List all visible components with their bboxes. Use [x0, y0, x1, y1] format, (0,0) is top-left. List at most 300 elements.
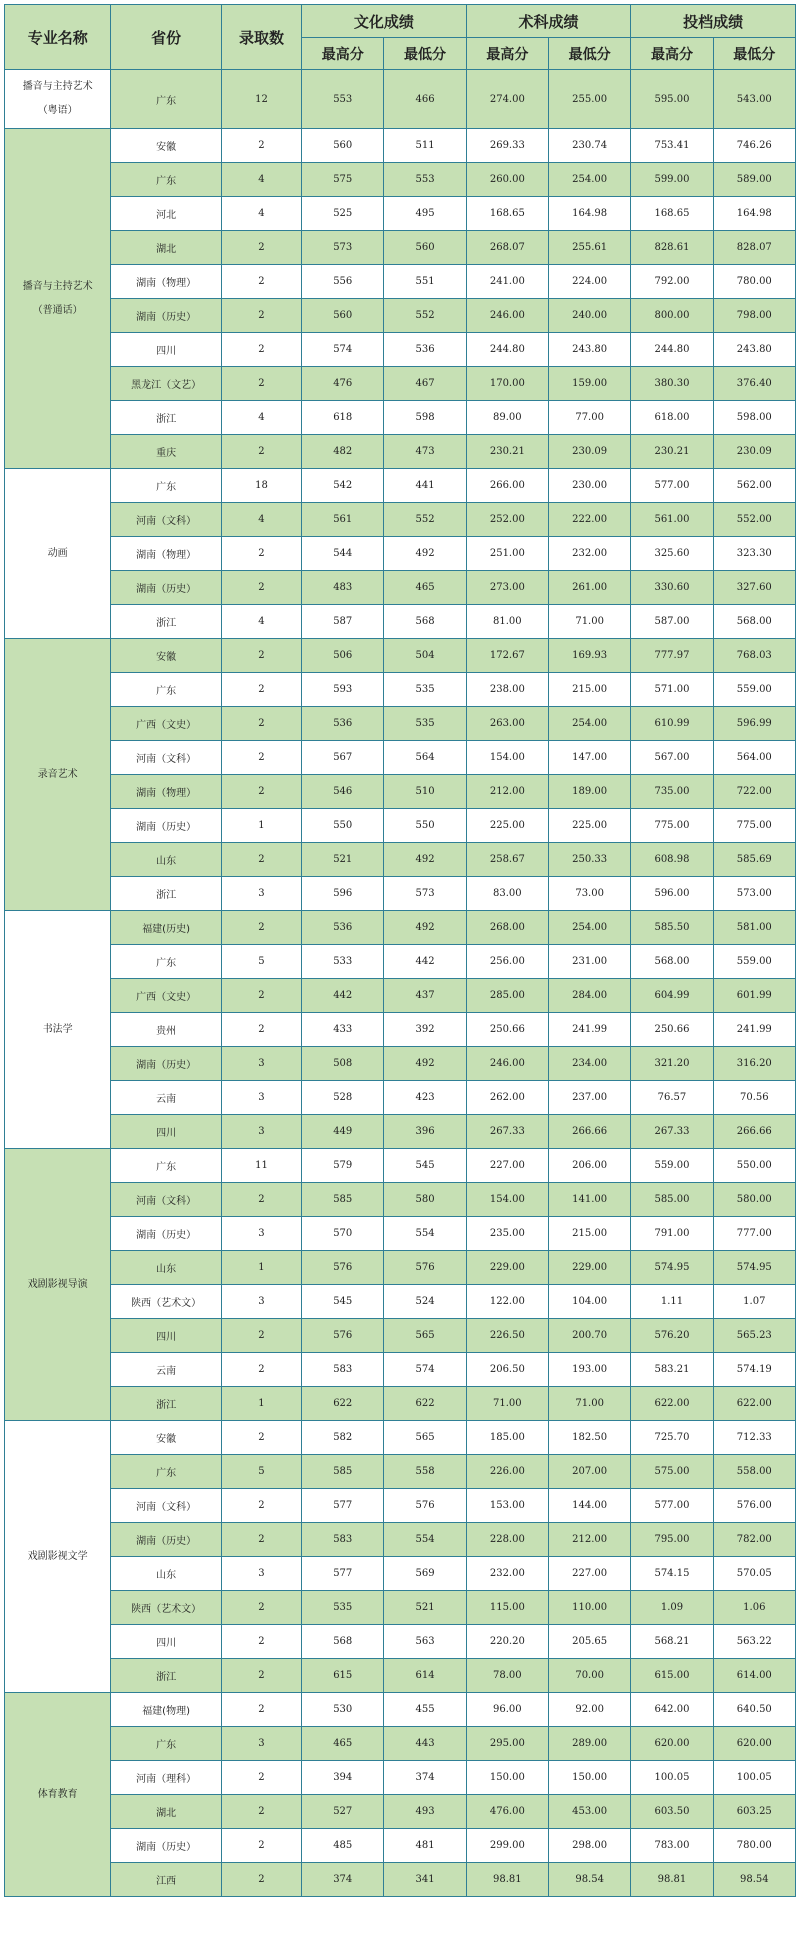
- table-row: [5, 945, 796, 979]
- table-row: [5, 639, 796, 673]
- arts-min-cell: 232.00: [549, 537, 631, 571]
- culture-min-cell: 341: [384, 1863, 466, 1897]
- arts-max-cell: 154.00: [466, 741, 548, 775]
- admitted-count-cell: 2: [221, 775, 301, 809]
- province-cell: 湖南（历史）: [111, 1217, 221, 1251]
- culture-max-cell: 506: [302, 639, 384, 673]
- culture-max-cell: 622: [302, 1387, 384, 1421]
- filing-min-cell: 640.50: [713, 1693, 795, 1727]
- major-name-line: 戏剧影视导演: [27, 1278, 88, 1290]
- table-row: [5, 673, 796, 707]
- culture-max-cell: 582: [302, 1421, 384, 1455]
- arts-min-cell: 207.00: [549, 1455, 631, 1489]
- filing-max-cell: 622.00: [631, 1387, 713, 1421]
- filing-max-cell: 587.00: [631, 605, 713, 639]
- filing-max-cell: 783.00: [631, 1829, 713, 1863]
- province-cell: 四川: [111, 333, 221, 367]
- admitted-count-cell: 3: [221, 1217, 301, 1251]
- arts-min-cell: 250.33: [549, 843, 631, 877]
- header-major: 专业名称: [5, 5, 111, 70]
- culture-min-cell: 392: [384, 1013, 466, 1047]
- table-row: [5, 1081, 796, 1115]
- filing-min-cell: 70.56: [713, 1081, 795, 1115]
- arts-max-cell: 81.00: [466, 605, 548, 639]
- admitted-count-cell: 2: [221, 639, 301, 673]
- filing-min-cell: 559.00: [713, 945, 795, 979]
- admitted-count-cell: 2: [221, 673, 301, 707]
- admitted-count-cell: 2: [221, 265, 301, 299]
- arts-max-cell: 212.00: [466, 775, 548, 809]
- admitted-count-cell: 3: [221, 1285, 301, 1319]
- culture-max-cell: 394: [302, 1761, 384, 1795]
- filing-min-cell: 550.00: [713, 1149, 795, 1183]
- province-cell: 河南（文科）: [111, 1183, 221, 1217]
- arts-min-cell: 193.00: [549, 1353, 631, 1387]
- admitted-count-cell: 2: [221, 1353, 301, 1387]
- culture-min-cell: 576: [384, 1489, 466, 1523]
- culture-max-cell: 465: [302, 1727, 384, 1761]
- header-province: 省份: [111, 5, 221, 70]
- culture-max-cell: 530: [302, 1693, 384, 1727]
- arts-min-cell: 255.00: [549, 70, 631, 129]
- arts-min-cell: 266.66: [549, 1115, 631, 1149]
- admitted-count-cell: 2: [221, 1013, 301, 1047]
- province-cell: 河南（理科）: [111, 1761, 221, 1795]
- province-cell: 黑龙江（文艺）: [111, 367, 221, 401]
- arts-min-cell: 104.00: [549, 1285, 631, 1319]
- table-row: [5, 1761, 796, 1795]
- culture-min-cell: 552: [384, 299, 466, 333]
- filing-min-cell: 241.99: [713, 1013, 795, 1047]
- province-cell: 四川: [111, 1625, 221, 1659]
- culture-max-cell: 449: [302, 1115, 384, 1149]
- arts-min-cell: 70.00: [549, 1659, 631, 1693]
- province-cell: 湖北: [111, 1795, 221, 1829]
- header-row-top: [5, 5, 796, 38]
- province-cell: 河南（文科）: [111, 503, 221, 537]
- arts-min-cell: 200.70: [549, 1319, 631, 1353]
- culture-max-cell: 587: [302, 605, 384, 639]
- filing-min-cell: 543.00: [713, 70, 795, 129]
- arts-min-cell: 255.61: [549, 231, 631, 265]
- arts-min-cell: 73.00: [549, 877, 631, 911]
- arts-min-cell: 71.00: [549, 605, 631, 639]
- filing-max-cell: 599.00: [631, 163, 713, 197]
- filing-min-cell: 570.05: [713, 1557, 795, 1591]
- admitted-count-cell: 4: [221, 163, 301, 197]
- province-cell: 云南: [111, 1353, 221, 1387]
- table-row: [5, 571, 796, 605]
- admitted-count-cell: 12: [221, 70, 301, 129]
- admitted-count-cell: 3: [221, 1115, 301, 1149]
- arts-max-cell: 83.00: [466, 877, 548, 911]
- culture-min-cell: 545: [384, 1149, 466, 1183]
- culture-max-cell: 533: [302, 945, 384, 979]
- arts-max-cell: 225.00: [466, 809, 548, 843]
- major-name-line: 动画: [47, 547, 68, 559]
- filing-min-cell: 562.00: [713, 469, 795, 503]
- header-arts-score: 术科成绩: [466, 5, 631, 38]
- arts-max-cell: 241.00: [466, 265, 548, 299]
- arts-min-cell: 92.00: [549, 1693, 631, 1727]
- province-cell: 广东: [111, 945, 221, 979]
- arts-min-cell: 240.00: [549, 299, 631, 333]
- admitted-count-cell: 2: [221, 299, 301, 333]
- arts-max-cell: 258.67: [466, 843, 548, 877]
- admitted-count-cell: 1: [221, 1251, 301, 1285]
- admitted-count-cell: 2: [221, 911, 301, 945]
- table-row: [5, 537, 796, 571]
- arts-max-cell: 235.00: [466, 1217, 548, 1251]
- province-cell: 重庆: [111, 435, 221, 469]
- major-name-line: 录音艺术: [37, 768, 78, 780]
- filing-min-cell: 563.22: [713, 1625, 795, 1659]
- table-row: [5, 1319, 796, 1353]
- filing-max-cell: 561.00: [631, 503, 713, 537]
- admission-scores-table-container: [4, 4, 796, 1897]
- arts-max-cell: 250.66: [466, 1013, 548, 1047]
- province-cell: 四川: [111, 1115, 221, 1149]
- culture-max-cell: 568: [302, 1625, 384, 1659]
- arts-min-cell: 169.93: [549, 639, 631, 673]
- culture-max-cell: 556: [302, 265, 384, 299]
- arts-max-cell: 273.00: [466, 571, 548, 605]
- filing-max-cell: 250.66: [631, 1013, 713, 1047]
- filing-max-cell: 577.00: [631, 1489, 713, 1523]
- culture-min-cell: 598: [384, 401, 466, 435]
- culture-min-cell: 568: [384, 605, 466, 639]
- table-row: [5, 1251, 796, 1285]
- arts-max-cell: 153.00: [466, 1489, 548, 1523]
- culture-max-cell: 550: [302, 809, 384, 843]
- arts-max-cell: 228.00: [466, 1523, 548, 1557]
- culture-min-cell: 536: [384, 333, 466, 367]
- province-cell: 广西（文史）: [111, 979, 221, 1013]
- culture-min-cell: 550: [384, 809, 466, 843]
- admitted-count-cell: 2: [221, 1625, 301, 1659]
- filing-min-cell: 1.07: [713, 1285, 795, 1319]
- arts-min-cell: 141.00: [549, 1183, 631, 1217]
- table-row: [5, 1285, 796, 1319]
- arts-max-cell: 229.00: [466, 1251, 548, 1285]
- major-name-cell: [5, 70, 111, 129]
- admitted-count-cell: 2: [221, 1693, 301, 1727]
- admitted-count-cell: 2: [221, 1795, 301, 1829]
- culture-min-cell: 511: [384, 129, 466, 163]
- admitted-count-cell: 4: [221, 197, 301, 231]
- table-row: [5, 1863, 796, 1897]
- table-row: [5, 70, 796, 129]
- filing-max-cell: 559.00: [631, 1149, 713, 1183]
- filing-max-cell: 604.99: [631, 979, 713, 1013]
- table-row: [5, 1421, 796, 1455]
- culture-max-cell: 560: [302, 129, 384, 163]
- culture-min-cell: 423: [384, 1081, 466, 1115]
- province-cell: 河南（文科）: [111, 741, 221, 775]
- culture-min-cell: 573: [384, 877, 466, 911]
- admitted-count-cell: 1: [221, 1387, 301, 1421]
- arts-min-cell: 215.00: [549, 1217, 631, 1251]
- province-cell: 山东: [111, 1251, 221, 1285]
- culture-max-cell: 560: [302, 299, 384, 333]
- admitted-count-cell: 2: [221, 1761, 301, 1795]
- table-row: [5, 503, 796, 537]
- province-cell: 湖北: [111, 231, 221, 265]
- filing-max-cell: 800.00: [631, 299, 713, 333]
- filing-min-cell: 768.03: [713, 639, 795, 673]
- filing-max-cell: 603.50: [631, 1795, 713, 1829]
- arts-min-cell: 453.00: [549, 1795, 631, 1829]
- admitted-count-cell: 3: [221, 877, 301, 911]
- filing-max-cell: 571.00: [631, 673, 713, 707]
- arts-min-cell: 215.00: [549, 673, 631, 707]
- filing-min-cell: 828.07: [713, 231, 795, 265]
- arts-min-cell: 230.00: [549, 469, 631, 503]
- major-name-line: 体育教育: [37, 1788, 78, 1800]
- culture-max-cell: 482: [302, 435, 384, 469]
- admitted-count-cell: 2: [221, 129, 301, 163]
- arts-max-cell: 476.00: [466, 1795, 548, 1829]
- culture-max-cell: 536: [302, 911, 384, 945]
- table-row: [5, 1353, 796, 1387]
- province-cell: 广东: [111, 1455, 221, 1489]
- province-cell: 山东: [111, 843, 221, 877]
- arts-max-cell: 154.00: [466, 1183, 548, 1217]
- culture-min-cell: 492: [384, 1047, 466, 1081]
- province-cell: 河南（文科）: [111, 1489, 221, 1523]
- table-row: [5, 299, 796, 333]
- filing-max-cell: 1.11: [631, 1285, 713, 1319]
- culture-min-cell: 441: [384, 469, 466, 503]
- arts-max-cell: 246.00: [466, 1047, 548, 1081]
- header-arts-min: 最低分: [549, 38, 631, 70]
- arts-max-cell: 170.00: [466, 367, 548, 401]
- arts-max-cell: 115.00: [466, 1591, 548, 1625]
- culture-max-cell: 576: [302, 1319, 384, 1353]
- culture-max-cell: 521: [302, 843, 384, 877]
- culture-max-cell: 574: [302, 333, 384, 367]
- admitted-count-cell: 2: [221, 1421, 301, 1455]
- filing-min-cell: 568.00: [713, 605, 795, 639]
- filing-min-cell: 552.00: [713, 503, 795, 537]
- arts-min-cell: 254.00: [549, 707, 631, 741]
- culture-min-cell: 560: [384, 231, 466, 265]
- culture-max-cell: 525: [302, 197, 384, 231]
- major-name-line: （普通话）: [32, 304, 83, 316]
- culture-max-cell: 535: [302, 1591, 384, 1625]
- admitted-count-cell: 2: [221, 333, 301, 367]
- admitted-count-cell: 2: [221, 707, 301, 741]
- table-row: [5, 843, 796, 877]
- table-row: [5, 1047, 796, 1081]
- table-row: [5, 1489, 796, 1523]
- table-row: [5, 809, 796, 843]
- culture-min-cell: 535: [384, 673, 466, 707]
- filing-min-cell: 323.30: [713, 537, 795, 571]
- arts-min-cell: 182.50: [549, 1421, 631, 1455]
- filing-max-cell: 725.70: [631, 1421, 713, 1455]
- arts-min-cell: 222.00: [549, 503, 631, 537]
- culture-min-cell: 554: [384, 1217, 466, 1251]
- admitted-count-cell: 3: [221, 1727, 301, 1761]
- table-row: [5, 1013, 796, 1047]
- filing-max-cell: 1.09: [631, 1591, 713, 1625]
- culture-max-cell: 573: [302, 231, 384, 265]
- arts-min-cell: 234.00: [549, 1047, 631, 1081]
- table-row: [5, 231, 796, 265]
- admitted-count-cell: 2: [221, 1591, 301, 1625]
- admitted-count-cell: 1: [221, 809, 301, 843]
- filing-min-cell: 589.00: [713, 163, 795, 197]
- filing-min-cell: 782.00: [713, 1523, 795, 1557]
- table-row: [5, 333, 796, 367]
- admitted-count-cell: 2: [221, 1183, 301, 1217]
- province-cell: 安徽: [111, 1421, 221, 1455]
- table-row: [5, 197, 796, 231]
- arts-min-cell: 241.99: [549, 1013, 631, 1047]
- filing-min-cell: 327.60: [713, 571, 795, 605]
- filing-min-cell: 574.19: [713, 1353, 795, 1387]
- header-filing-score: 投档成绩: [631, 5, 796, 38]
- province-cell: 湖南（历史）: [111, 1523, 221, 1557]
- filing-min-cell: 585.69: [713, 843, 795, 877]
- province-cell: 浙江: [111, 605, 221, 639]
- filing-min-cell: 622.00: [713, 1387, 795, 1421]
- filing-min-cell: 574.95: [713, 1251, 795, 1285]
- culture-max-cell: 485: [302, 1829, 384, 1863]
- filing-min-cell: 620.00: [713, 1727, 795, 1761]
- filing-max-cell: 753.41: [631, 129, 713, 163]
- culture-max-cell: 527: [302, 1795, 384, 1829]
- culture-max-cell: 579: [302, 1149, 384, 1183]
- culture-min-cell: 521: [384, 1591, 466, 1625]
- arts-max-cell: 98.81: [466, 1863, 548, 1897]
- filing-max-cell: 828.61: [631, 231, 713, 265]
- culture-min-cell: 481: [384, 1829, 466, 1863]
- filing-min-cell: 614.00: [713, 1659, 795, 1693]
- province-cell: 浙江: [111, 401, 221, 435]
- arts-max-cell: 185.00: [466, 1421, 548, 1455]
- table-row: [5, 129, 796, 163]
- header-filing-min: 最低分: [713, 38, 795, 70]
- province-cell: 山东: [111, 1557, 221, 1591]
- filing-max-cell: 100.05: [631, 1761, 713, 1795]
- province-cell: 陕西（艺术文）: [111, 1285, 221, 1319]
- arts-min-cell: 77.00: [549, 401, 631, 435]
- arts-max-cell: 251.00: [466, 537, 548, 571]
- arts-max-cell: 226.00: [466, 1455, 548, 1489]
- arts-max-cell: 266.00: [466, 469, 548, 503]
- province-cell: 安徽: [111, 129, 221, 163]
- culture-max-cell: 618: [302, 401, 384, 435]
- filing-max-cell: 568.21: [631, 1625, 713, 1659]
- filing-min-cell: 780.00: [713, 1829, 795, 1863]
- admitted-count-cell: 5: [221, 1455, 301, 1489]
- province-cell: 福建(物理): [111, 1693, 221, 1727]
- admitted-count-cell: 5: [221, 945, 301, 979]
- filing-min-cell: 712.33: [713, 1421, 795, 1455]
- culture-min-cell: 574: [384, 1353, 466, 1387]
- province-cell: 江西: [111, 1863, 221, 1897]
- arts-max-cell: 262.00: [466, 1081, 548, 1115]
- arts-max-cell: 168.65: [466, 197, 548, 231]
- table-row: [5, 1557, 796, 1591]
- culture-max-cell: 593: [302, 673, 384, 707]
- arts-min-cell: 206.00: [549, 1149, 631, 1183]
- table-row: [5, 1455, 796, 1489]
- arts-min-cell: 298.00: [549, 1829, 631, 1863]
- table-row: [5, 1693, 796, 1727]
- filing-min-cell: 798.00: [713, 299, 795, 333]
- culture-max-cell: 567: [302, 741, 384, 775]
- table-row: [5, 877, 796, 911]
- admitted-count-cell: 3: [221, 1557, 301, 1591]
- culture-min-cell: 492: [384, 843, 466, 877]
- major-name-cell: [5, 129, 111, 469]
- admitted-count-cell: 3: [221, 1047, 301, 1081]
- province-cell: 河北: [111, 197, 221, 231]
- culture-min-cell: 569: [384, 1557, 466, 1591]
- filing-min-cell: 565.23: [713, 1319, 795, 1353]
- admitted-count-cell: 2: [221, 231, 301, 265]
- filing-min-cell: 603.25: [713, 1795, 795, 1829]
- arts-max-cell: 172.67: [466, 639, 548, 673]
- arts-min-cell: 110.00: [549, 1591, 631, 1625]
- culture-max-cell: 570: [302, 1217, 384, 1251]
- filing-max-cell: 98.81: [631, 1863, 713, 1897]
- major-name-cell: [5, 1421, 111, 1693]
- arts-min-cell: 289.00: [549, 1727, 631, 1761]
- admitted-count-cell: 4: [221, 401, 301, 435]
- culture-max-cell: 442: [302, 979, 384, 1013]
- culture-max-cell: 583: [302, 1353, 384, 1387]
- filing-min-cell: 722.00: [713, 775, 795, 809]
- arts-min-cell: 150.00: [549, 1761, 631, 1795]
- filing-max-cell: 795.00: [631, 1523, 713, 1557]
- province-cell: 四川: [111, 1319, 221, 1353]
- header-filing-max: 最高分: [631, 38, 713, 70]
- arts-max-cell: 220.20: [466, 1625, 548, 1659]
- table-row: [5, 1523, 796, 1557]
- filing-min-cell: 558.00: [713, 1455, 795, 1489]
- province-cell: 陕西（艺术文）: [111, 1591, 221, 1625]
- culture-min-cell: 510: [384, 775, 466, 809]
- filing-max-cell: 608.98: [631, 843, 713, 877]
- province-cell: 广西（文史）: [111, 707, 221, 741]
- filing-max-cell: 321.20: [631, 1047, 713, 1081]
- culture-max-cell: 596: [302, 877, 384, 911]
- arts-min-cell: 147.00: [549, 741, 631, 775]
- province-cell: 湖南（历史）: [111, 1829, 221, 1863]
- filing-min-cell: 576.00: [713, 1489, 795, 1523]
- arts-min-cell: 224.00: [549, 265, 631, 299]
- arts-min-cell: 144.00: [549, 1489, 631, 1523]
- filing-max-cell: 76.57: [631, 1081, 713, 1115]
- culture-min-cell: 554: [384, 1523, 466, 1557]
- filing-max-cell: 575.00: [631, 1455, 713, 1489]
- arts-min-cell: 237.00: [549, 1081, 631, 1115]
- culture-min-cell: 493: [384, 1795, 466, 1829]
- filing-min-cell: 601.99: [713, 979, 795, 1013]
- table-row: [5, 741, 796, 775]
- arts-min-cell: 254.00: [549, 163, 631, 197]
- culture-max-cell: 374: [302, 1863, 384, 1897]
- arts-max-cell: 89.00: [466, 401, 548, 435]
- table-row: [5, 1149, 796, 1183]
- filing-max-cell: 576.20: [631, 1319, 713, 1353]
- filing-max-cell: 574.95: [631, 1251, 713, 1285]
- filing-max-cell: 610.99: [631, 707, 713, 741]
